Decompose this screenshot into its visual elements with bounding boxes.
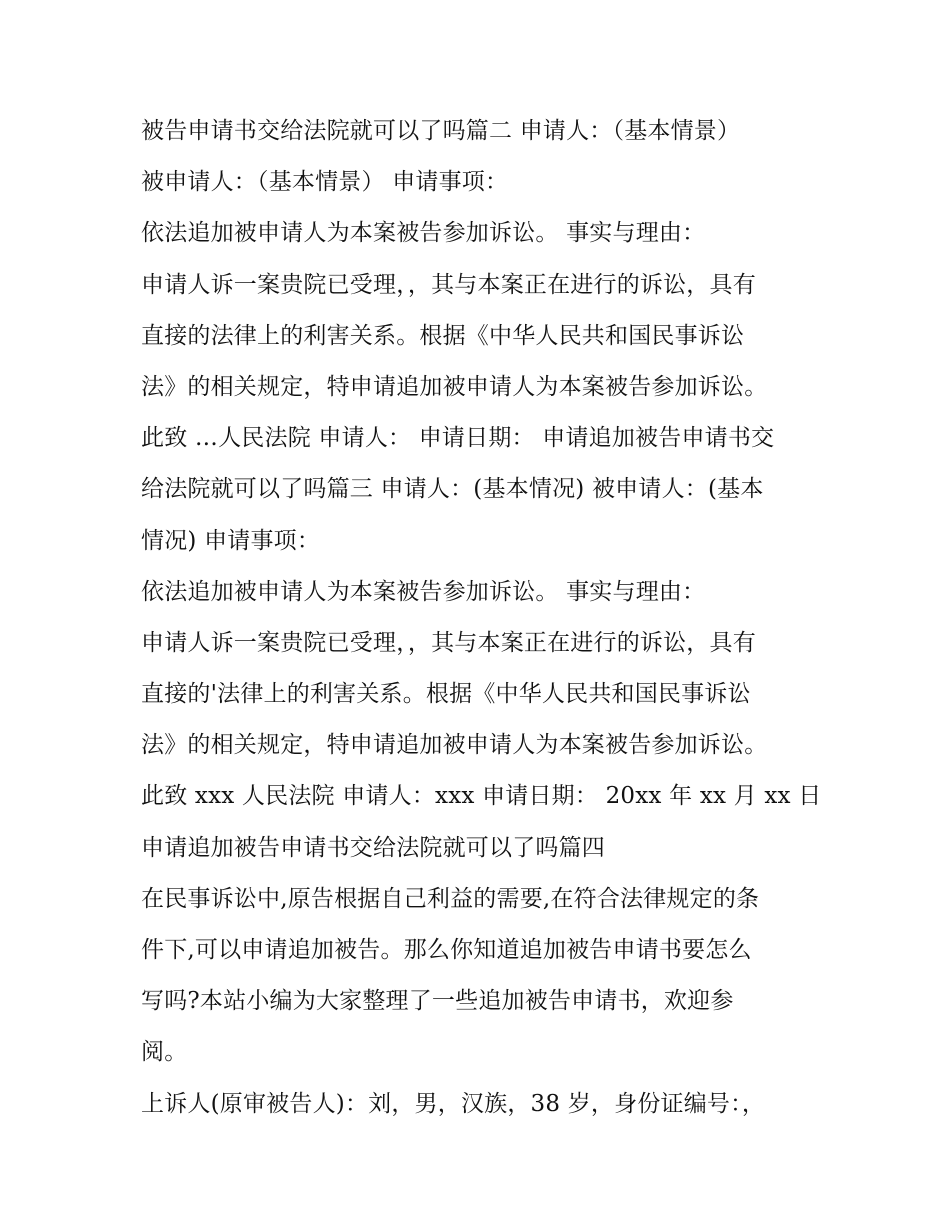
text-line: 此致 xxx 人民法院 申请人：xxx 申请日期： 20xx 年 xx 月 xx 日 (141, 783, 822, 810)
section-heading: 申请追加被告申请书交给法院就可以了吗篇四 (141, 834, 605, 861)
text-line: 依法追加被申请人为本案被告参加诉讼。 事实与理由： (141, 220, 706, 247)
document-body (141, 106, 831, 1130)
text-line: 写吗?本站小编为大家整理了一些追加被告申请书，欢迎参 (141, 988, 734, 1015)
text-line: 法》的相关规定，特申请追加被申请人为本案被告参加诉讼。 (141, 373, 768, 400)
text-line: 依法追加被申请人为本案被告参加诉讼。 事实与理由： (141, 578, 706, 605)
text-line: 申请人诉一案贵院已受理，，其与本案正在进行的诉讼，具有 (141, 629, 756, 656)
text-line: 申请人诉一案贵院已受理，，其与本案正在进行的诉讼，具有 (141, 271, 756, 298)
text-line: 被申请人：（基本情景） 申请事项： (141, 169, 509, 196)
text-line: 直接的法律上的利害关系。根据《中华人民共和国民事诉讼 (141, 322, 745, 349)
text-line: 在民事诉讼中,原告根据自己利益的需要,在符合法律规定的条 (141, 885, 760, 912)
text-line: 上诉人(原审被告人)：刘，男，汉族，38 岁，身份证编号：， (141, 1090, 766, 1117)
text-line: 情况) 申请事项： (141, 527, 321, 554)
text-line: 给法院就可以了吗篇三 申请人：(基本情况) 被申请人：(基本 (141, 476, 764, 503)
text-line: 件下,可以申请追加被告。那么你知道追加被告申请书要怎么 (141, 937, 752, 963)
text-line: 阅。 (141, 1039, 188, 1066)
text-line: 被告申请书交给法院就可以了吗篇二 申请人：（基本情景） (141, 118, 741, 144)
text-line: 法》的相关规定，特申请追加被申请人为本案被告参加诉讼。 (141, 732, 768, 759)
text-line: 此致 …人民法院 申请人： 申请日期： 申请追加被告申请书交 (141, 425, 775, 452)
text-line: 直接的'法律上的利害关系。根据《中华人民共和国民事诉讼 (141, 681, 751, 708)
